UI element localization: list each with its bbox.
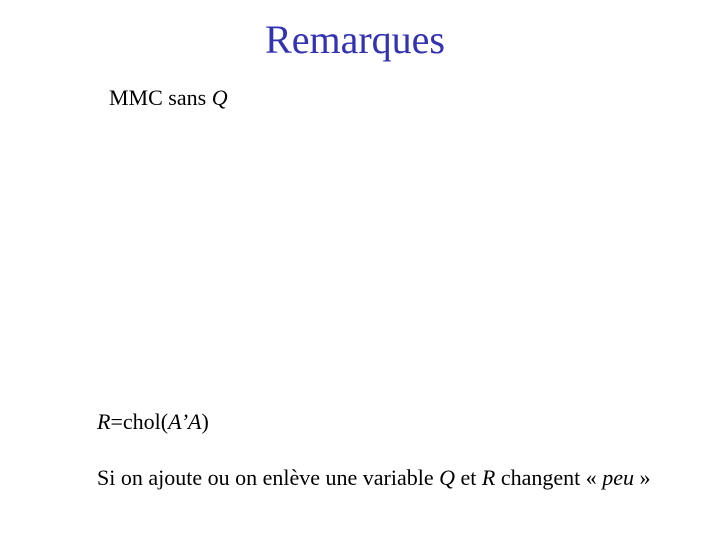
remark-text: changent «: [495, 465, 603, 490]
variable-q: Q: [211, 85, 228, 110]
line-mmc-sans-q: [109, 84, 228, 112]
close-paren: ): [201, 409, 209, 434]
variable-r: R: [97, 409, 111, 434]
emphasis-peu: peu: [602, 465, 635, 490]
matrix-a: A: [188, 409, 202, 434]
line-cholesky: [97, 408, 209, 436]
remark-text: »: [634, 465, 651, 490]
variable-r: R: [481, 465, 496, 490]
chol-function: =chol(: [110, 409, 169, 434]
line-remark: [97, 464, 651, 492]
transpose-mark: ’: [180, 409, 189, 434]
remark-text: et: [455, 465, 482, 490]
matrix-a: A: [168, 409, 181, 434]
variable-q: Q: [439, 465, 456, 490]
remark-text: Si on ajoute ou on enlève une variable: [97, 465, 440, 490]
slide-title: Remarques: [265, 17, 445, 62]
mmc-text: MMC sans: [109, 85, 212, 110]
